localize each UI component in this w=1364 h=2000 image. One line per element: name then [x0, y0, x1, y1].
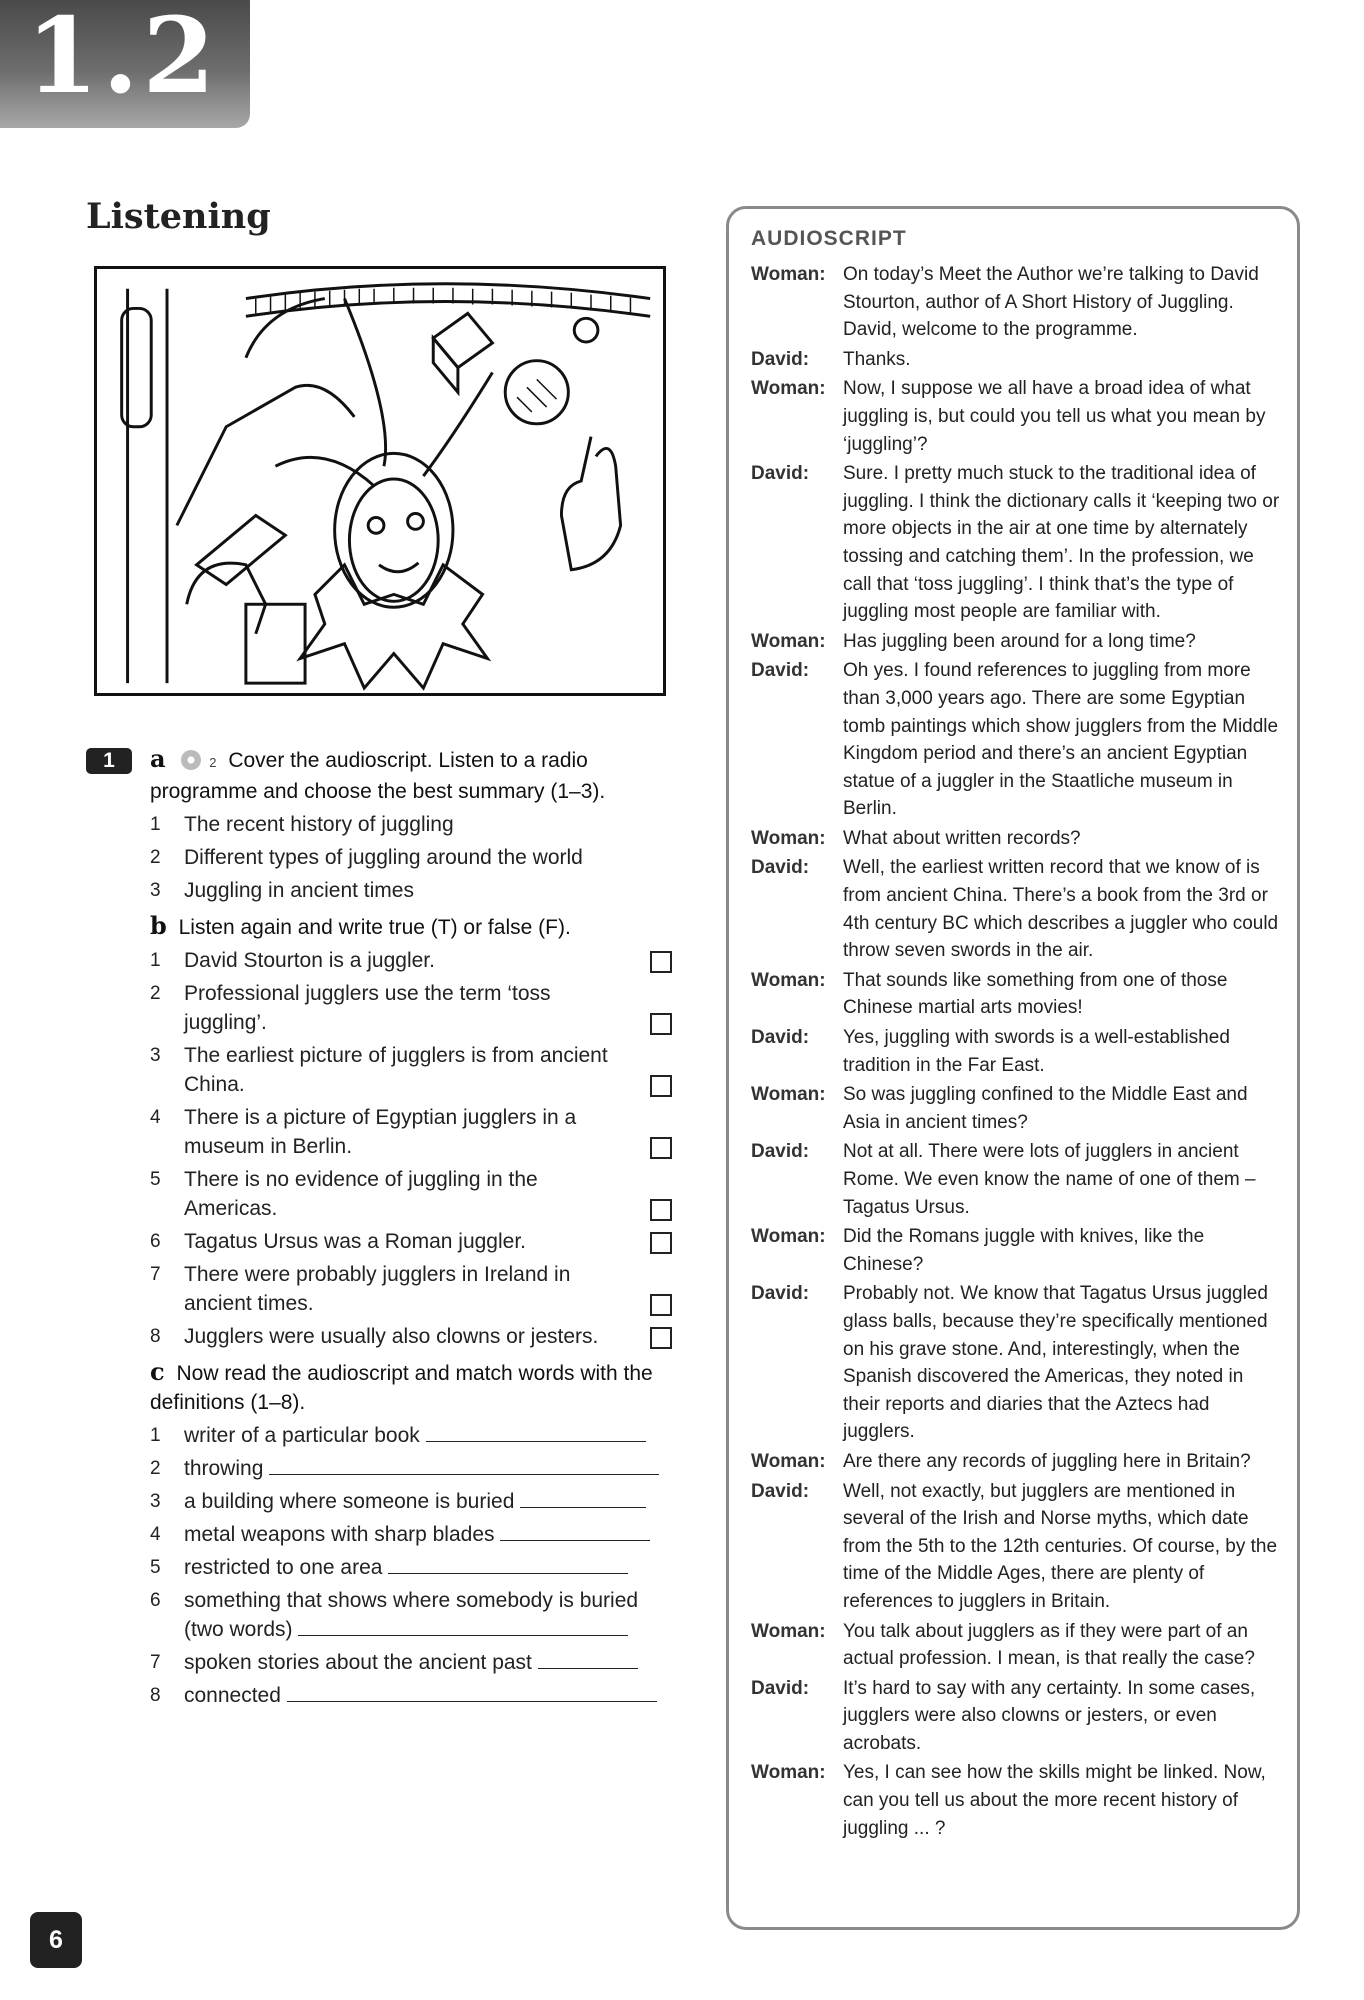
page-number: 6 [30, 1912, 82, 1968]
audio-cd-icon [181, 750, 201, 770]
exercise-1c-instruction: Now read the audioscript and match words with the definitions (1–8). [150, 1362, 653, 1414]
speech: Yes, juggling with swords is a well-established tradition in the Far East. [843, 1027, 1230, 1076]
jester-juggling-illustration [94, 266, 666, 696]
dialogue-turn [751, 261, 1281, 344]
answer-blank[interactable] [538, 1648, 638, 1669]
dialogue-turn [751, 1081, 1281, 1136]
speaker: David: [751, 1677, 810, 1699]
dialogue-turn [751, 657, 1281, 823]
speech: Sure. I pretty much stuck to the traditional idea of juggling. I think the dictionary calls it ‘keeping two or more objects in the air at one time by alternately tossing and catching them’. In the profession, we call that ‘toss juggling’. I think that’s the type of juggling most people are familiar with. [843, 463, 1280, 623]
summary-options [86, 810, 676, 905]
speaker: Woman: [751, 1226, 826, 1248]
speech: On today’s Meet the Author we’re talking to David Stourton, author of A Short History of Juggling. David, welcome to the programme. [843, 264, 1259, 341]
speaker: David: [751, 1141, 810, 1163]
speaker: David: [751, 348, 810, 370]
dialogue-turn [751, 967, 1281, 1022]
answer-checkbox[interactable] [650, 1232, 672, 1254]
speech: Oh yes. I found references to juggling from more than 3,000 years ago. There are some Egyptian tomb paintings which show jugglers from the Middle Kingdom period and there’s an ancient Egyptian statue of a juggler in the Staatliche museum in Berlin. [843, 660, 1279, 820]
speech: Well, the earliest written record that we know of is from ancient China. There’s a book from the 3rd or 4th century BC which describes a juggler who could throw seven swords in the air. [843, 857, 1279, 962]
part-letter-b: b [150, 911, 167, 940]
list-item: 3 The earliest picture of jugglers is from ancient China. [150, 1041, 676, 1099]
speaker: Woman: [751, 827, 826, 849]
speaker: David: [751, 1480, 810, 1502]
list-item: 7 There were probably jugglers in Ireland in ancient times. [150, 1260, 676, 1318]
answer-checkbox[interactable] [650, 1294, 672, 1316]
dialogue-turn [751, 460, 1281, 626]
speaker: Woman: [751, 378, 826, 400]
dialogue-turn [751, 825, 1281, 853]
exercise-number-badge: 1 [86, 748, 132, 774]
answer-blank[interactable] [520, 1487, 646, 1508]
dialogue-turn [751, 1138, 1281, 1221]
list-item: 3 a building where someone is buried [150, 1487, 676, 1516]
answer-blank[interactable] [269, 1454, 659, 1475]
section-title: Listening [86, 196, 271, 237]
answer-checkbox[interactable] [650, 1327, 672, 1349]
speech: Has juggling been around for a long time? [843, 630, 1196, 652]
exercise-1c-header [86, 1357, 676, 1417]
audio-track-number: 2 [209, 755, 217, 770]
speech: Not at all. There were lots of jugglers in ancient Rome. We even know the name of one of them – Tagatus Ursus. [843, 1141, 1256, 1218]
dialogue-turn [751, 375, 1281, 458]
speech: Well, not exactly, but jugglers are mentioned in several of the Irish and Norse myths, which date from the 5th to the 12th centuries. Of course, by the time of the Middle Ages, there are plenty of references to jugglers in Britain. [843, 1480, 1278, 1612]
dialogue-turn [751, 346, 1281, 374]
answer-blank[interactable] [287, 1681, 657, 1702]
list-item: 5 There is no evidence of juggling in the Americas. [150, 1165, 676, 1223]
speaker: David: [751, 1027, 810, 1049]
speaker: Woman: [751, 264, 826, 285]
part-letter-c: c [150, 1357, 165, 1386]
speech: Yes, I can see how the skills might be linked. Now, can you tell us about the more recent history of juggling ... ? [843, 1762, 1266, 1839]
list-item: 6 something that shows where somebody is buried (two words) [150, 1589, 639, 1641]
list-item: 2 Professional jugglers use the term ‘toss juggling’. [150, 979, 676, 1037]
speech: Thanks. [843, 348, 911, 370]
audioscript-dialogue [751, 261, 1281, 1844]
speaker: Woman: [751, 969, 826, 991]
speaker: David: [751, 463, 810, 485]
list-item: 1 writer of a particular book [150, 1421, 676, 1450]
list-item: 8 connected [150, 1681, 676, 1710]
part-letter-a: a [150, 744, 166, 773]
speaker: David: [751, 1283, 810, 1305]
list-item: 4 There is a picture of Egyptian jugglers in a museum in Berlin. [150, 1103, 676, 1161]
speaker: Woman: [751, 1084, 826, 1106]
dialogue-turn [751, 1448, 1281, 1476]
speech: You talk about jugglers as if they were part of an actual profession. I mean, is that really the case? [843, 1620, 1255, 1670]
answer-checkbox[interactable] [650, 951, 672, 973]
audioscript-title: AUDIOSCRIPT [751, 227, 907, 250]
answer-checkbox[interactable] [650, 1137, 672, 1159]
speaker: David: [751, 660, 810, 682]
exercise-1b-instruction: Listen again and write true (T) or false (F). [178, 916, 571, 939]
dialogue-turn [751, 854, 1281, 964]
true-false-statements [86, 946, 676, 1351]
dialogue-turn [751, 1675, 1281, 1758]
list-item: 5 restricted to one area [150, 1553, 676, 1582]
speech: Now, I suppose we all have a broad idea of what juggling is, but could you tell us what you mean by ‘juggling’? [843, 378, 1266, 455]
list-item: 6 Tagatus Ursus was a Roman juggler. [150, 1227, 676, 1256]
dialogue-turn [751, 1759, 1281, 1842]
exercise-1a-header [86, 744, 676, 806]
speech: Did the Romans juggle with knives, like the Chinese? [843, 1226, 1205, 1275]
dialogue-turn [751, 1478, 1281, 1616]
exercise-1 [86, 744, 676, 1716]
dialogue-turn [751, 1024, 1281, 1079]
exercise-1b-header [86, 911, 676, 942]
speaker: Woman: [751, 630, 826, 652]
dialogue-turn [751, 1280, 1281, 1446]
list-item: 4 metal weapons with sharp blades [150, 1520, 676, 1549]
speech: It’s hard to say with any certainty. In some cases, jugglers were also clowns or jesters, or even acrobats. [843, 1677, 1256, 1754]
unit-tab [0, 0, 250, 128]
speaker: Woman: [751, 1762, 826, 1784]
audioscript-box [726, 206, 1300, 1930]
list-item: 3 Juggling in ancient times [150, 879, 414, 902]
answer-blank[interactable] [500, 1520, 650, 1541]
dialogue-turn [751, 1223, 1281, 1278]
speaker: Woman: [751, 1620, 826, 1642]
dialogue-turn [751, 1618, 1281, 1673]
list-item: 2 throwing [150, 1454, 676, 1483]
dialogue-turn [751, 628, 1281, 656]
exercise-1a-instruction: Cover the audioscript. Listen to a radio programme and choose the best summary (1–3). [150, 749, 606, 803]
answer-checkbox[interactable] [650, 1199, 672, 1221]
unit-number: 1.2 [26, 0, 219, 117]
speech: So was juggling confined to the Middle East and Asia in ancient times? [843, 1084, 1248, 1133]
answer-checkbox[interactable] [650, 1013, 672, 1035]
list-item: 8 Jugglers were usually also clowns or jesters. [150, 1322, 676, 1351]
list-item: 7 spoken stories about the ancient past [150, 1648, 676, 1677]
answer-blank[interactable] [426, 1421, 646, 1442]
answer-blank[interactable] [388, 1553, 628, 1574]
list-item: 1 David Stourton is a juggler. [150, 946, 676, 975]
speech: What about written records? [843, 827, 1081, 849]
speaker: David: [751, 857, 810, 879]
answer-checkbox[interactable] [650, 1075, 672, 1097]
answer-blank[interactable] [298, 1615, 628, 1636]
speaker: Woman: [751, 1450, 826, 1472]
list-item: 1 The recent history of juggling [150, 813, 454, 836]
speech: Probably not. We know that Tagatus Ursus juggled glass balls, because they’re specifically mentioned on his grave stone. And, interestingly, when the Spanish discovered the Americas, they noted in their reports and diaries that the Aztecs had jugglers. [843, 1283, 1268, 1443]
list-item: 2 Different types of juggling around the world [150, 846, 583, 869]
speech: Are there any records of juggling here in Britain? [843, 1450, 1251, 1472]
definitions-list [86, 1421, 676, 1710]
speech: That sounds like something from one of those Chinese martial arts movies! [843, 969, 1228, 1019]
